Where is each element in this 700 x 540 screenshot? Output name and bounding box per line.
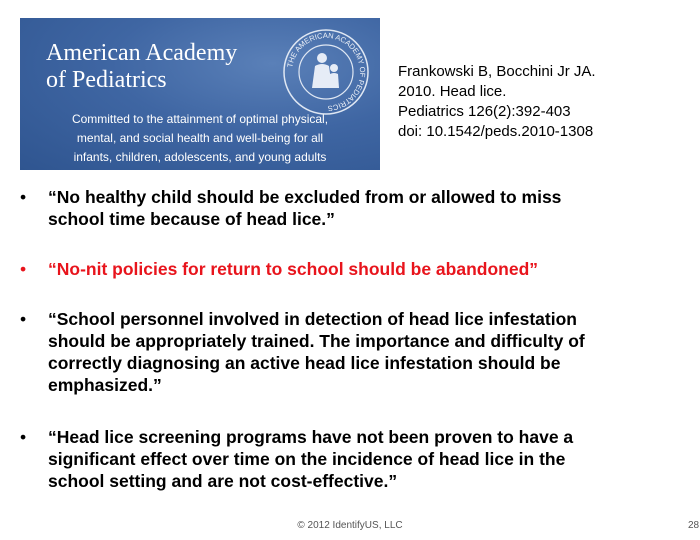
bullet-marker: • bbox=[20, 427, 27, 447]
mission-line1: Committed to the attainment of optimal physical, bbox=[71, 112, 329, 126]
aap-title-line2: of Pediatrics bbox=[46, 67, 167, 93]
bullet-line: “No-nit policies for return to school should be abandoned” bbox=[48, 259, 539, 279]
aap-banner bbox=[20, 18, 380, 170]
seal-text: THE AMERICAN ACADEMY OF PEDIATRICS bbox=[285, 30, 368, 114]
bullet-item bbox=[20, 308, 585, 396]
copyright-footer: © 2012 IdentifyUS, LLC bbox=[297, 520, 403, 531]
bullet-line: emphasized.” bbox=[48, 375, 162, 395]
bullet-marker: • bbox=[20, 187, 27, 207]
citation-doi: doi: 10.1542/peds.2010-1308 bbox=[398, 123, 594, 140]
bullet-item bbox=[20, 186, 561, 230]
citation-year-title: 2010. Head lice. bbox=[398, 83, 507, 100]
aap-mission-statement bbox=[30, 110, 370, 167]
bullet-marker: • bbox=[20, 309, 27, 329]
bullet-line: school setting and are not cost-effective.” bbox=[48, 471, 398, 491]
aap-seal-icon bbox=[282, 28, 370, 116]
bullet-line: school time because of head lice.” bbox=[48, 209, 335, 229]
bullet-line: “School personnel involved in detection of head lice infestation bbox=[48, 309, 577, 329]
citation bbox=[398, 62, 688, 142]
page-number: 28 bbox=[688, 520, 700, 531]
bullet-item bbox=[20, 426, 573, 492]
bullet-line: “No healthy child should be excluded from or allowed to miss bbox=[48, 187, 562, 207]
citation-authors: Frankowski B, Bocchini Jr JA. bbox=[398, 63, 596, 80]
mission-line2: mental, and social health and well-being for all bbox=[76, 131, 324, 145]
bullet-line: “Head lice screening programs have not been proven to have a bbox=[48, 427, 574, 447]
bullet-item-highlighted bbox=[20, 258, 538, 280]
citation-journal: Pediatrics 126(2):392-403 bbox=[398, 103, 571, 120]
mission-line3: infants, children, adolescents, and young adults bbox=[73, 150, 327, 164]
bullet-marker: • bbox=[20, 259, 27, 279]
bullet-line: significant effect over time on the incidence of head lice in the bbox=[48, 449, 566, 469]
aap-title-line1: American Academy bbox=[46, 40, 238, 66]
bullet-line: correctly diagnosing an active head lice infestation should be bbox=[48, 353, 561, 373]
aap-title bbox=[46, 40, 276, 94]
bullet-line: should be appropriately trained. The importance and difficulty of bbox=[48, 331, 585, 351]
